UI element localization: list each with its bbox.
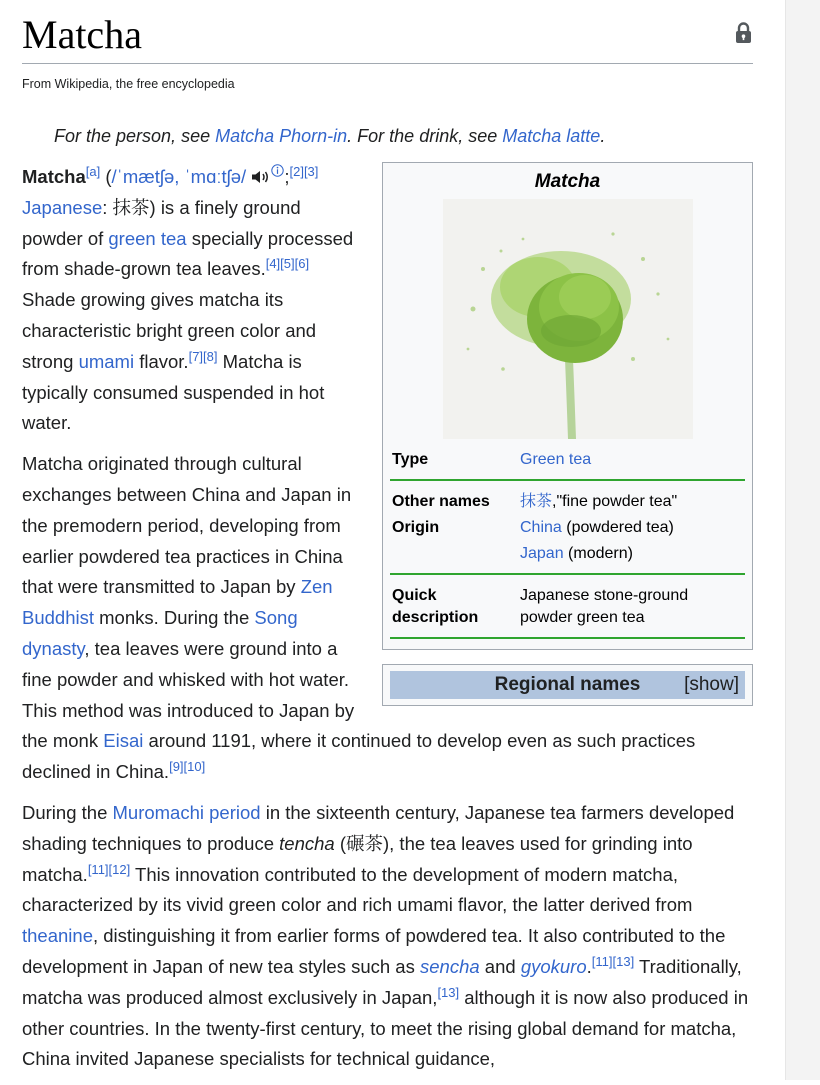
infobox-value-text: (powdered tea) <box>561 519 674 536</box>
text: Traditionally, matcha was produced almost exclusively in Japan, <box>22 955 742 1008</box>
footnote-7-8[interactable] <box>189 349 218 364</box>
text: flavor. <box>134 350 189 372</box>
info-icon[interactable] <box>271 164 284 177</box>
title-row <box>22 0 753 64</box>
matcha-powder-image[interactable] <box>443 199 693 439</box>
link-sencha[interactable]: sencha <box>420 955 480 977</box>
footnote-link[interactable]: [9][10] <box>169 758 206 774</box>
text: specially processed from shade-grown tea leaves. <box>22 227 354 280</box>
infobox-separator <box>390 479 745 481</box>
hatnote-link-matcha-latte[interactable]: Matcha latte <box>502 126 601 146</box>
article <box>22 0 753 1085</box>
infobox-link-green-tea[interactable]: Green tea <box>520 451 592 468</box>
link-zen-buddhist[interactable]: Zen Buddhist <box>22 576 333 629</box>
text: although it is now also produced in other countries. In the twenty-first century, to meet the rising global demand for matcha, China invited Japanese specialists for technical guidance, <box>22 986 749 1070</box>
text: During the <box>22 801 113 823</box>
hatnote-link-matcha-phorn-in[interactable]: Matcha Phorn-in <box>215 126 348 146</box>
infobox-link-china[interactable]: China <box>520 519 562 536</box>
regional-names-title: Regional names <box>494 674 641 695</box>
footnote-4-6[interactable] <box>266 256 309 271</box>
link-umami[interactable]: umami <box>78 350 135 372</box>
infobox-row-quick-description <box>390 581 745 633</box>
text: (碾茶), the tea leaves used for grinding into matcha. <box>22 832 693 885</box>
footnote-link[interactable]: [7][8] <box>188 348 218 364</box>
infobox-label: Origin <box>392 519 440 536</box>
link-gyokuro[interactable]: gyokuro <box>520 955 587 977</box>
infobox-value <box>520 449 745 471</box>
text: monks. During the <box>94 607 255 629</box>
text: This innovation contributed to the development of modern matcha, characterized by its vivid green color and rich umami flavor, the latter derived from <box>22 863 693 916</box>
text: Matcha originated through cultural exchanges between China and Japan in the premodern period, developing from earlier powdered tea practices in China that were transmitted to Japan by <box>22 453 352 598</box>
article-body <box>22 162 753 1075</box>
text: . <box>586 955 592 977</box>
text: and <box>479 955 521 977</box>
infobox-row-origin <box>390 517 745 569</box>
infobox <box>382 162 753 650</box>
text: , tea leaves were ground into a fine powder and whisked with hot water. This method was introduced to Japan by the monk <box>22 637 355 752</box>
footnote-11-12[interactable] <box>88 861 130 876</box>
footnote-9-10[interactable] <box>169 759 205 774</box>
link-song-dynasty[interactable]: Song dynasty <box>22 607 298 659</box>
infobox-label: Type <box>392 451 429 468</box>
scrollbar-track[interactable] <box>785 0 820 1080</box>
hatnote <box>54 124 753 148</box>
footnote-11-13[interactable] <box>592 954 634 969</box>
footnote-link[interactable]: [a] <box>85 163 101 179</box>
infobox-row-other-names <box>390 487 745 517</box>
link-japanese[interactable]: Japanese <box>22 196 103 218</box>
text: Matcha is typically consumed suspended in hot water. <box>22 350 325 434</box>
infobox-value <box>520 491 745 513</box>
hatnote-text: For the person, see <box>54 126 216 146</box>
lead-term: Matcha <box>22 166 86 187</box>
regional-names-box <box>382 664 753 706</box>
infobox-link-japan[interactable]: Japan <box>520 545 564 562</box>
footnote-2-3[interactable] <box>289 164 318 179</box>
text: , distinguishing it from earlier forms of powdered tea. It also contributed to the development in Japan of new tea styles such as <box>22 925 726 977</box>
link-eisai[interactable]: Eisai <box>103 730 144 752</box>
term-tencha: tencha <box>279 832 335 854</box>
infobox-value-text: ,"fine powder tea" <box>552 493 678 510</box>
lock-icon[interactable] <box>735 22 752 44</box>
site-tagline: From Wikipedia, the free encyclopedia <box>22 77 235 91</box>
page-title: Matcha <box>22 12 142 57</box>
text: around 1191, where it continued to develop even as such practices declined in China. <box>22 730 696 783</box>
speaker-icon[interactable] <box>251 170 271 184</box>
text: in the sixteenth century, Japanese tea farmers developed shading techniques to produce <box>22 801 735 854</box>
text: : 抹茶) is a finely ground powder of <box>22 196 301 249</box>
footnote-link[interactable]: [2][3] <box>289 163 319 179</box>
footnote-link[interactable]: [4][5][6] <box>265 256 310 272</box>
footnote-a[interactable] <box>86 164 100 179</box>
footnote-link[interactable]: [11][13] <box>591 953 635 969</box>
link-theanine[interactable]: theanine <box>22 925 93 947</box>
hatnote-text: . <box>600 126 606 146</box>
infobox-label: Quick description <box>392 587 479 626</box>
infobox-title: Matcha <box>534 171 601 192</box>
footnote-link[interactable]: [13] <box>437 984 460 1000</box>
infobox-value-text: (modern) <box>563 545 633 562</box>
footnote-link[interactable]: [11][12] <box>87 861 131 877</box>
infobox-link-kanji[interactable]: 抹茶 <box>520 493 553 510</box>
ipa-pronunciation-link[interactable]: /ˈmætʃə, ˈmɑːtʃə/ <box>111 166 247 187</box>
hatnote-text: . For the drink, see <box>347 126 503 146</box>
infobox-value: Japanese stone-ground powder green tea <box>520 587 689 626</box>
text: ( <box>100 166 112 187</box>
link-green-tea[interactable]: green tea <box>108 227 187 249</box>
link-muromachi-period[interactable]: Muromachi period <box>112 801 261 823</box>
infobox-separator <box>390 573 745 575</box>
infobox-row-type <box>390 445 745 475</box>
paragraph-muromachi <box>22 798 753 1075</box>
regional-names-header <box>390 671 745 699</box>
infobox-separator <box>390 637 745 639</box>
infobox-label: Other names <box>392 493 490 510</box>
text: Shade growing gives matcha its characteristic bright green color and strong <box>22 289 317 372</box>
text: ; <box>284 166 290 187</box>
infobox-value <box>520 517 745 565</box>
show-toggle-button[interactable]: [show] <box>684 674 739 695</box>
footnote-13[interactable] <box>437 985 459 1000</box>
